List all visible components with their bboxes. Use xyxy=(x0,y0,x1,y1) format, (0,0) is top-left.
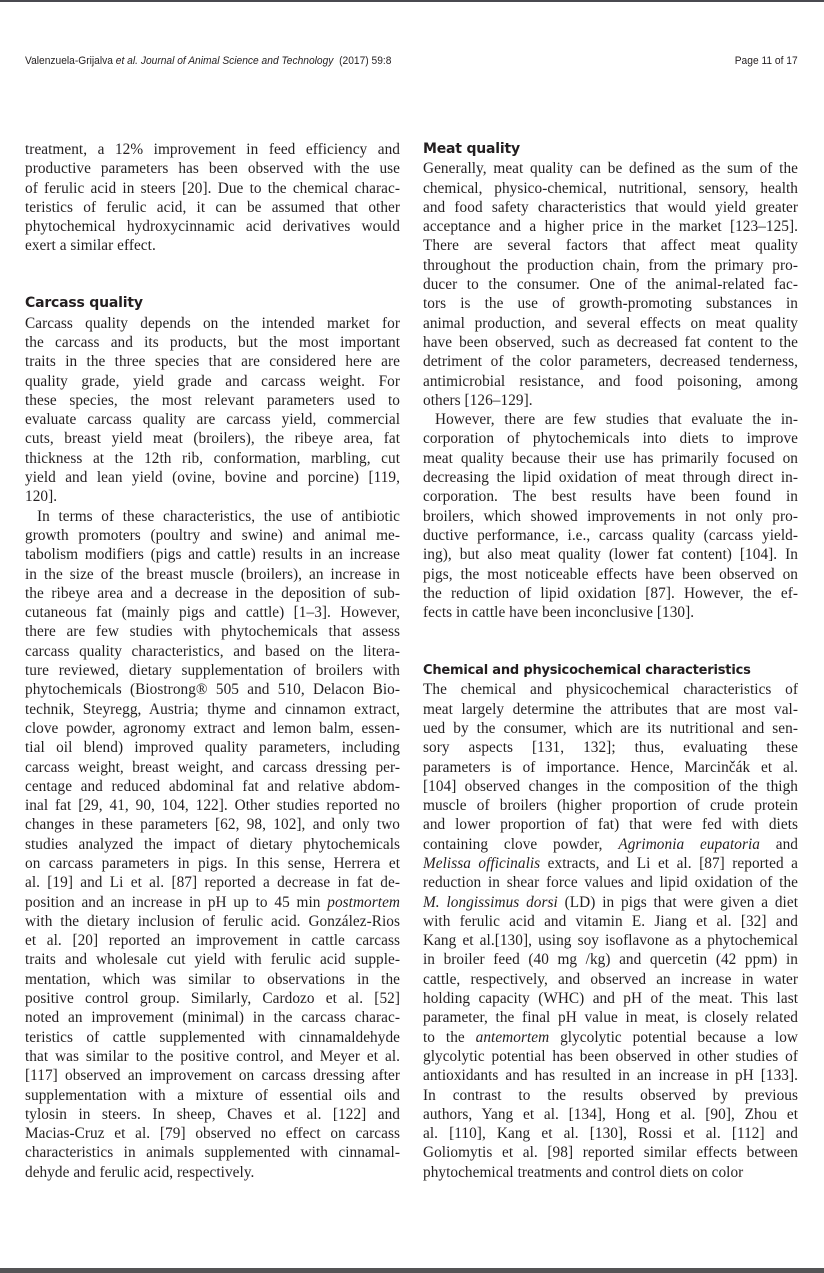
text-line: teristics of cattle supplemented with cinnamaldehyde xyxy=(25,1028,400,1046)
text-line: these species, the most relevant parameters used to xyxy=(25,391,400,409)
text-line: dehyde and ferulic acid, respectively. xyxy=(25,1163,255,1181)
text-line: Macias-Cruz et al. [79] observed no effect on carcass xyxy=(25,1125,400,1143)
text-line: centage and reduced abdominal fat and relative abdom- xyxy=(25,777,400,795)
text-line: yield and lean yield (ovine, bovine and porcine) [119, xyxy=(25,469,400,487)
left-column xyxy=(25,140,400,1182)
text-run: containing clove powder, xyxy=(423,835,619,853)
text-line: parameters is of importance. Hence, Marcinčák et al. xyxy=(423,758,798,776)
text-line: technik, Steyregg, Austria; thyme and cinnamon extract, xyxy=(25,700,400,718)
text-run: and xyxy=(759,835,798,853)
running-header xyxy=(25,53,744,69)
text-line: characteristics in animals supplemented with cinnamal- xyxy=(25,1144,400,1162)
running-header-citation xyxy=(25,55,391,67)
text-line: cuts, breast yield meat (broilers), the ribeye area, fat xyxy=(25,430,400,448)
italic-term: postmortem xyxy=(327,893,400,911)
text-line: growth promoters (poultry and swine) and animal me- xyxy=(25,526,400,544)
text-line: supplementation with a mixture of essential oils and xyxy=(25,1086,400,1104)
text-line: and food safety characteristics that would yield greater xyxy=(423,198,798,216)
text-line: [104] observed changes in the composition of the thigh xyxy=(423,777,798,795)
text-line: tabolism modifiers (pigs and cattle) results in an increase xyxy=(25,546,400,564)
italic-term: antemortem xyxy=(475,1028,550,1046)
text-line: Generally, meat quality can be defined as the sum of the xyxy=(423,160,798,178)
text-line: The chemical and physicochemical characteristics of xyxy=(423,681,798,699)
text-line: In terms of these characteristics, the use of antibiotic xyxy=(37,507,400,525)
text-line: positive control group. Similarly, Cardozo et al. [52] xyxy=(25,990,400,1008)
text-line: meat quality because their use has primarily focused on xyxy=(423,449,798,467)
carcass-paragraph-1 xyxy=(25,314,400,507)
text-line: the ribeye area and a decrease in the deposition of sub- xyxy=(25,584,400,602)
page-bottom-border xyxy=(0,1268,824,1273)
meat-paragraph-1 xyxy=(423,159,798,410)
text-line: others [126–129]. xyxy=(423,391,533,409)
header-citation: (2017) 59:8 xyxy=(333,55,392,67)
text-line: ued by the consumer, which are its nutritional and sen- xyxy=(423,719,798,737)
text-line xyxy=(25,893,400,912)
text-line: tial oil blend) improved quality parameters, including xyxy=(25,739,400,757)
text-line: corporation of phytochemicals into diets to improve xyxy=(423,430,798,448)
text-line: that was similar to the positive control, and Meyer et al. xyxy=(25,1047,400,1065)
italic-term: M. longissimus dorsi xyxy=(423,893,558,911)
text-line: clove powder, agronomy extract and lemon balm, essen- xyxy=(25,719,400,737)
text-line: and lower proportion of fat) that were fed with diets xyxy=(423,816,798,834)
text-line: treatment, a 12% improvement in feed efficiency and xyxy=(25,141,400,158)
page-number: Page 11 of 17 xyxy=(735,55,798,67)
text-line: decreasing the lipid oxidation of meat through direct in- xyxy=(423,469,798,487)
text-line: et al. [20] reported an improvement in cattle carcass xyxy=(25,932,400,950)
italic-term: Melissa officinalis xyxy=(423,854,541,872)
text-line: antimicrobial resistance, and food poisoning, among xyxy=(423,372,798,390)
text-line: the carcass and its products, but the most important xyxy=(25,333,400,351)
text-line: detriment of the color parameters, decreased tenderness, xyxy=(423,353,798,371)
intro-paragraph xyxy=(25,140,400,256)
section-gap xyxy=(25,256,400,295)
text-run: position and an increase in pH up to 45 min xyxy=(25,893,328,911)
chemical-paragraph xyxy=(423,680,798,1182)
text-line: There are several factors that affect meat quality xyxy=(423,237,798,255)
header-journal: Journal of Animal Science and Technology xyxy=(137,55,334,67)
text-line xyxy=(423,854,798,873)
text-line: the reduction of lipid oxidation [87]. However, the ef- xyxy=(423,584,798,602)
text-line: However, there are few studies that evaluate the in- xyxy=(435,411,798,429)
meat-paragraph-2 xyxy=(423,410,798,622)
text-line: there are few studies with phytochemicals that assess xyxy=(25,623,400,641)
text-line: traits and wholesale cut yield with ferulic acid supple- xyxy=(25,951,400,969)
carcass-paragraph-2 xyxy=(25,507,400,1182)
text-line: tors is the use of growth-promoting substances in xyxy=(423,295,798,313)
text-run: to the xyxy=(423,1028,476,1046)
text-run: extracts, and Li et al. [87] reported a xyxy=(540,854,798,872)
text-line: broilers, which showed improvements in not only pro- xyxy=(423,507,798,525)
text-line xyxy=(423,1028,798,1047)
text-line: ing), but also meat quality (lower fat content) [104]. In xyxy=(423,546,798,564)
text-line: cutaneous fat (mainly pigs and cattle) [1–3]. However, xyxy=(25,604,400,622)
text-line: In contrast to the results observed by previous xyxy=(423,1086,798,1104)
text-line: noted an improvement (minimal) in the carcass charac- xyxy=(25,1009,400,1027)
text-line: throughout the production chain, from the primary pro- xyxy=(423,256,798,274)
text-line: parameter, the final pH value in meat, is closely related xyxy=(423,1009,798,1027)
text-line: muscle of broilers (higher proportion of crude protein xyxy=(423,797,798,815)
right-column xyxy=(423,140,798,1182)
text-line: teristics of ferulic acid, it can be assumed that other xyxy=(25,198,400,216)
text-line: glycolytic potential has been observed in other studies of xyxy=(423,1047,798,1065)
text-line: tylosin in steers. In sheep, Chaves et al. [122] and xyxy=(25,1105,400,1123)
text-line: pigs, the most noticeable effects have been observed on xyxy=(423,565,798,583)
text-line: animal production, and several effects on meat quality xyxy=(423,314,798,332)
text-line: traits in the three species that are considered here are xyxy=(25,353,400,371)
text-line: with ferulic acid and vitamin E. Jiang et al. [32] and xyxy=(423,912,798,930)
text-line: mentation, which was similar to observations in the xyxy=(25,970,400,988)
text-run: glycolytic potential because a low xyxy=(549,1028,798,1046)
text-line: of ferulic acid in steers [20]. Due to the chemical charac- xyxy=(25,179,400,197)
text-line: quality grade, yield grade and carcass weight. For xyxy=(25,372,400,390)
text-line: ture reviewed, dietary supplementation of broilers with xyxy=(25,662,400,680)
text-line: have been observed, such as decreased fat content to the xyxy=(423,333,798,351)
text-line xyxy=(423,835,798,854)
text-line: ductive performance, i.e., carcass quality (carcass yield- xyxy=(423,526,798,544)
subsection-heading-chemical-characteristics: Chemical and physicochemical characteristics xyxy=(423,663,751,679)
text-line: evaluate carcass quality are carcass yield, commercial xyxy=(25,411,400,429)
text-line: in broiler feed (40 mg /kg) and quercetin (42 ppm) in xyxy=(423,951,798,969)
text-line: inal fat [29, 41, 90, 104, 122]. Other studies reported no xyxy=(25,797,400,815)
text-line: in the size of the breast muscle (broilers), an increase in xyxy=(25,565,400,583)
section-gap xyxy=(423,622,798,661)
text-line: changes in these parameters [62, 98, 102], and only two xyxy=(25,816,400,834)
header-authors: Valenzuela-Grijalva xyxy=(25,55,113,67)
text-line: corporation. The best results have been found in xyxy=(423,488,798,506)
text-line: 120]. xyxy=(25,488,58,506)
text-line: carcass weight, breast weight, and carcass dressing per- xyxy=(25,758,400,776)
text-line xyxy=(423,893,798,912)
italic-term: Agrimonia eupatoria xyxy=(618,835,760,853)
text-line: reduction in shear force values and lipid oxidation of the xyxy=(423,874,798,892)
text-line: with the dietary inclusion of ferulic acid. González-Rios xyxy=(25,912,400,930)
text-line: phytochemical treatments and control diets on color xyxy=(423,1163,744,1181)
header-et-al: et al. xyxy=(112,55,138,67)
text-line: Carcass quality depends on the intended market for xyxy=(25,314,400,332)
text-line: ducer to the consumer. One of the animal-related fac- xyxy=(423,276,798,294)
text-line: sory aspects [131, 132]; thus, evaluating these xyxy=(423,739,798,757)
text-line: phytochemicals (Biostrong® 505 and 510, Delacon Bio- xyxy=(25,681,400,699)
text-line: Kang et al.[130], using soy isoflavone as a phytochemical xyxy=(423,932,798,950)
text-line: studies analyzed the impact of dietary phytochemicals xyxy=(25,835,400,853)
section-heading-meat-quality: Meat quality xyxy=(423,141,520,157)
text-line: al. [19] and Li et al. [87] reported a decrease in fat de- xyxy=(25,874,400,892)
text-line: phytochemical hydroxycinnamic acid derivatives would xyxy=(25,218,400,236)
text-line: chemical, physico-chemical, nutritional, sensory, health xyxy=(423,179,798,197)
text-line: fects in cattle have been inconclusive [130]. xyxy=(423,604,695,622)
text-line: antioxidants and has resulted in an increase in pH [133]. xyxy=(423,1067,798,1085)
page-top-border xyxy=(0,0,824,2)
text-line: on carcass parameters in pigs. In this sense, Herrera et xyxy=(25,854,400,872)
text-run: (LD) in pigs that were given a diet xyxy=(557,893,798,911)
text-line: productive parameters has been observed with the use xyxy=(25,160,400,178)
text-line: acceptance and a higher price in the market [123–125]. xyxy=(423,218,798,236)
text-line: cattle, respectively, and observed an increase in water xyxy=(423,970,798,988)
text-line: carcass quality characteristics, and based on the litera- xyxy=(25,642,400,660)
text-line: holding capacity (WHC) and pH of the meat. This last xyxy=(423,990,798,1008)
text-line: exert a similar effect. xyxy=(25,237,156,255)
section-heading-carcass-quality: Carcass quality xyxy=(25,295,143,312)
text-line: Goliomytis et al. [98] reported similar effects between xyxy=(423,1144,798,1162)
text-line: thickness at the 12th rib, conformation, marbling, cut xyxy=(25,449,400,467)
text-line: [117] observed an improvement on carcass dressing after xyxy=(25,1067,400,1085)
text-line: authors, Yang et al. [134], Hong et al. [90], Zhou et xyxy=(423,1105,798,1123)
text-line: al. [110], Kang et al. [130], Rossi et al. [112] and xyxy=(423,1125,798,1143)
text-line: meat largely determine the attributes that are most val- xyxy=(423,700,798,718)
